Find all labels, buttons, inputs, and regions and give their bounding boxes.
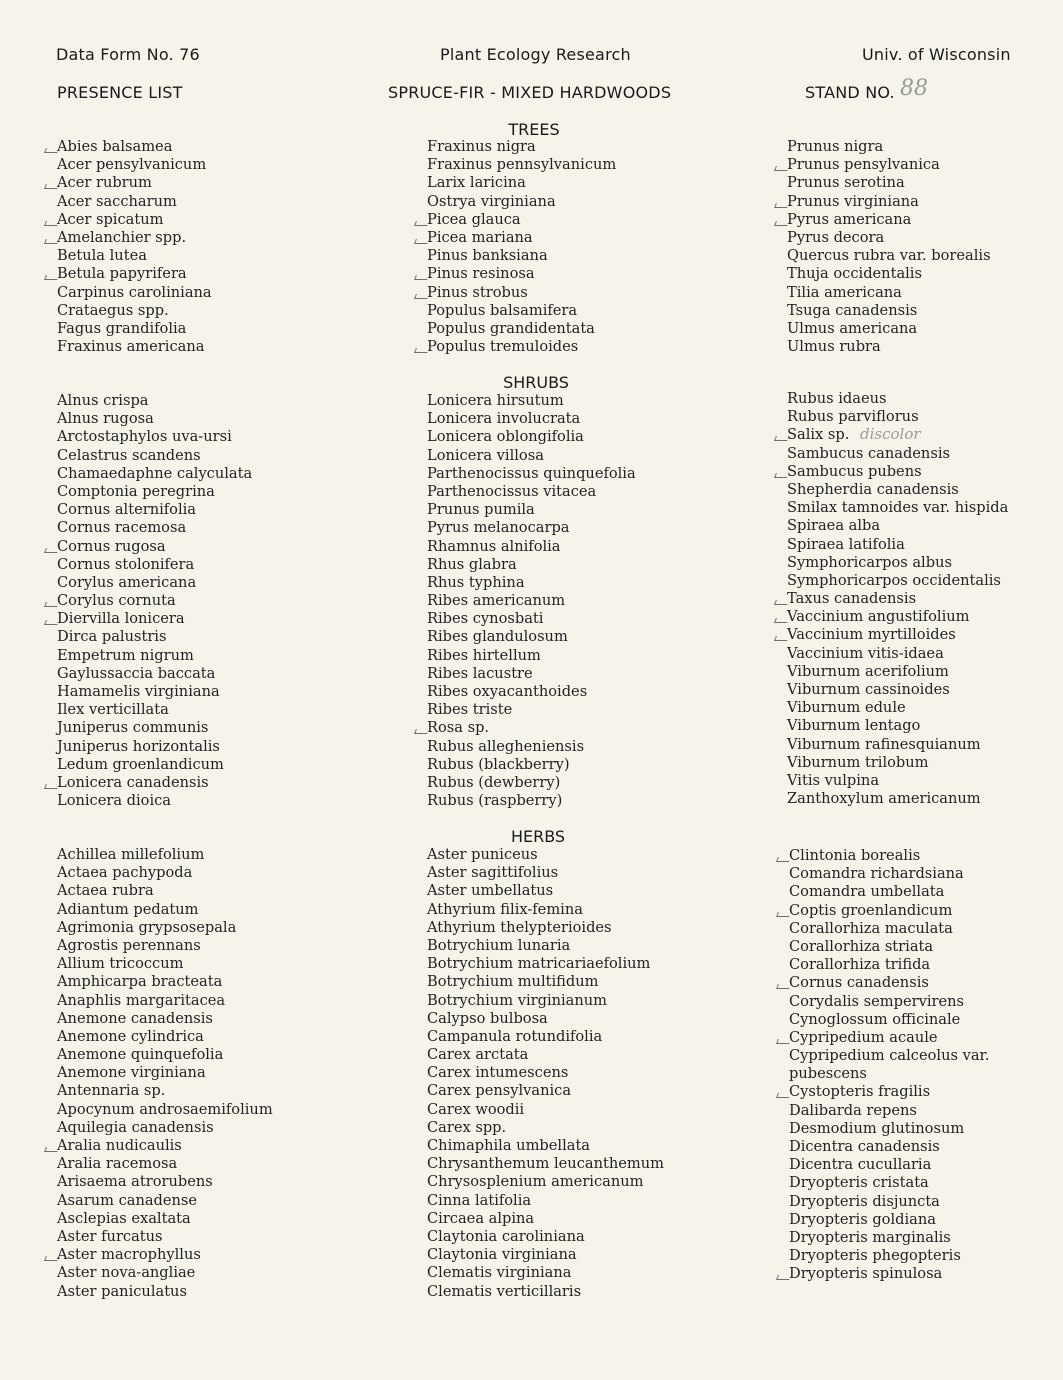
species-item: Populus grandidentata [427,319,595,337]
species-item: Corallorhiza maculata [789,919,953,937]
species-item: Picea mariana [427,229,616,247]
species-item: Rubus (raspberry) [427,792,563,810]
species-item: Sambucus canadensis [787,444,950,462]
species-item: Ribes americanum [427,592,566,610]
species-item: Rubus (dewberry) [427,773,561,791]
species-item: Juniperus horizontalis [57,737,220,755]
species-item: Carex intumescens [427,1064,569,1082]
species-item: Desmodium glutinosum [789,1119,965,1137]
species-item: Dirca palustris [57,628,167,646]
herbs-col1 [57,846,273,1301]
section-title-herbs: HERBS [510,827,566,846]
species-item: Lonicera involucrata [427,410,581,428]
species-item: Anemone canadensis [57,1009,213,1027]
species-item: Corylus americana [57,573,197,591]
species-item: Fraxinus americana [57,338,205,356]
species-item: Rubus parviflorus [787,408,919,426]
species-item: Fagus grandifolia [57,319,187,337]
species-item: Chrysanthemum leucanthemum [427,1155,664,1173]
species-item: Arisaema atrorubens [57,1173,213,1191]
species-item: Larix laricina [427,174,526,192]
species-item: Lonicera hirsutum [427,392,564,409]
species-item: Coptis groenlandicum [789,902,990,920]
species-item: Cystopteris fragilis [789,1083,990,1101]
species-item: Ilex verticillata [57,701,169,719]
species-item: Clematis virginiana [427,1264,572,1282]
species-item: Clematis verticillaris [427,1282,582,1300]
species-item: Cornus rugosa [57,538,252,556]
species-item: Thuja occidentalis [787,265,922,283]
species-item: Carex arctata [427,1046,529,1064]
species-item: Tilia americana [787,283,902,301]
species-item: Spiraea latifolia [787,535,905,553]
species-item: Abies balsamea [57,138,212,156]
species-item: Rhus typhina [427,573,525,591]
species-item: Rosa sp. [427,719,636,737]
species-item: Cypripedium calceolus var. [789,1047,990,1065]
species-item: Corallorhiza trifida [789,956,931,974]
species-item: Chrysosplenium americanum [427,1173,644,1191]
species-item: Dicentra cucullaria [789,1156,932,1174]
species-item: Rhus glabra [427,555,517,573]
shrubs-col1 [57,392,252,810]
species-item: Anemone virginiana [57,1064,206,1082]
species-item: Aralia racemosa [57,1155,178,1173]
species-item: Athyrium filix-femina [427,900,583,918]
species-item: Comptonia peregrina [57,482,215,500]
species-item: Aster sagittifolius [427,864,559,882]
species-item: Corylus cornuta [57,592,252,610]
species-item: Actaea pachypoda [57,864,193,882]
species-item: Anaphlis margaritacea [57,991,226,1009]
section-title-trees: TREES [508,120,560,139]
species-item: Celastrus scandens [57,446,201,464]
species-item: Clintonia borealis [789,847,990,865]
species-item: Pyrus decora [787,228,885,246]
stand-label: STAND NO. [805,83,895,102]
species-item: Cornus stolonifera [57,555,195,573]
species-item: Dryopteris spinulosa [789,1265,990,1283]
species-item: Prunus pumila [427,501,535,519]
species-item: Aster puniceus [427,846,538,863]
species-item: Vaccinium myrtilloides [787,626,1008,644]
species-item: Circaea alpina [427,1209,535,1227]
species-item: Ledum groenlandicum [57,755,224,773]
species-item: Betula lutea [57,247,147,265]
species-item: Alnus rugosa [57,410,154,428]
species-item: Pyrus melanocarpa [427,519,570,537]
species-item: Botrychium matricariaefolium [427,955,651,973]
species-item: Symphoricarpos albus [787,553,952,571]
species-item: Viburnum cassinoides [787,681,950,698]
species-item: Anemone cylindrica [57,1027,204,1045]
species-item: Apocynum androsaemifolium [57,1100,273,1118]
species-item: Smilax tamnoides var. hispida [787,499,1009,517]
species-item: Spiraea alba [787,517,881,535]
organization: Plant Ecology Research [440,45,631,64]
species-item: Aster macrophyllus [57,1246,273,1264]
species-item: Sambucus pubens [787,463,1008,481]
herbs-col2 [427,846,664,1301]
species-item: Ostrya virginiana [427,192,556,210]
species-item: Allium tricoccum [57,955,184,973]
species-item: Cornus alternifolia [57,501,196,519]
species-item: Corydalis sempervirens [789,992,965,1010]
species-item: Populus tremuloides [427,338,616,356]
species-item: Picea glauca [427,211,616,229]
species-item: Pinus resinosa [427,265,616,283]
species-item: Arctostaphylos uva-ursi [57,428,232,446]
species-item: Asarum canadense [57,1191,198,1209]
species-item: Ribes cynosbati [427,610,544,628]
species-item: Achillea millefolium [57,846,205,863]
species-item: Aquilegia canadensis [57,1118,214,1136]
species-item: Agrimonia grypsosepala [57,918,237,936]
species-item: Claytonia caroliniana [427,1227,585,1245]
species-item: Viburnum acerifolium [787,662,949,680]
species-item: Botrychium virginianum [427,991,608,1009]
species-item: Cornus canadensis [789,974,990,992]
species-item: Prunus nigra [787,138,884,155]
species-item: Acer pensylvanicum [57,156,207,174]
species-item: Chamaedaphne calyculata [57,464,253,482]
species-item: Antennaria sp. [57,1082,166,1100]
species-item: Botrychium multifidum [427,973,599,991]
species-item: Rubus idaeus [787,390,887,407]
species-item: Athyrium thelypterioides [427,918,612,936]
species-item: Cynoglossum officinale [789,1010,961,1028]
species-item: Carex spp. [427,1118,507,1136]
trees-col3 [787,138,991,356]
species-item: Parthenocissus vitacea [427,482,597,500]
species-item: Agrostis perennans [57,936,201,954]
species-item: Dryopteris cristata [789,1174,929,1192]
species-item: Dryopteris goldiana [789,1210,936,1228]
species-item: Dicentra canadensis [789,1138,940,1155]
species-item: Pinus banksiana [427,247,548,265]
species-item: Aster paniculatus [57,1282,187,1300]
species-item: Ribes hirtellum [427,646,541,664]
species-item: Parthenocissus quinquefolia [427,464,636,482]
species-item: Anemone quinquefolia [57,1046,224,1064]
species-item: Zanthoxylum americanum [787,790,981,808]
species-item: Crataegus spp. [57,301,169,319]
species-item: Betula papyrifera [57,265,212,283]
species-item: Juniperus communis [57,719,209,737]
species-item: Salix sp. [787,426,1008,444]
species-item: Lonicera villosa [427,446,544,464]
species-item: Dalibarda repens [789,1101,917,1119]
species-item: pubescens [789,1065,867,1083]
trees-col2 [427,138,616,356]
species-item: Ribes oxyacanthoides [427,683,588,700]
species-item: Botrychium lunaria [427,936,571,954]
species-item: Prunus serotina [787,174,905,192]
species-item: Vaccinium angustifolium [787,608,1008,626]
species-item: Fraxinus pennsylvanicum [427,156,617,174]
species-item: Ribes lacustre [427,664,533,682]
species-item: Symphoricarpos occidentalis [787,571,1001,589]
species-item: Claytonia virginiana [427,1246,577,1264]
species-item: Rubus allegheniensis [427,737,585,755]
species-item: Diervilla lonicera [57,610,252,628]
species-item: Shepherdia canadensis [787,480,959,498]
shrubs-col3 [787,390,1008,808]
species-item: Empetrum nigrum [57,646,194,664]
species-item: Taxus canadensis [787,590,1008,608]
species-item: Acer spicatum [57,211,212,229]
species-item: Rhamnus alnifolia [427,537,561,555]
university: Univ. of Wisconsin [862,45,1011,64]
species-item: Hamamelis virginiana [57,683,220,700]
species-item: Tsuga canadensis [787,301,918,319]
species-item: Pinus strobus [427,284,616,302]
species-item: Aster nova-angliae [57,1264,196,1282]
list-title: PRESENCE LIST [57,83,183,102]
species-item: Asclepias exaltata [57,1209,191,1227]
species-item: Corallorhiza striata [789,937,934,955]
species-item: Amphicarpa bracteata [57,973,223,991]
species-item: Comandra richardsiana [789,865,964,883]
section-title-shrubs: SHRUBS [503,373,569,392]
species-item: Acer saccharum [57,192,177,210]
species-item: Viburnum rafinesquianum [787,735,981,753]
species-item: Fraxinus nigra [427,138,536,155]
species-item: Cypripedium acaule [789,1029,990,1047]
species-item: Vitis vulpina [787,771,880,789]
species-item: Prunus pensylvanica [787,156,991,174]
species-item: Calypso bulbosa [427,1009,548,1027]
species-item: Aster furcatus [57,1227,163,1245]
species-item: Alnus crispa [57,392,149,409]
species-item: Carex woodii [427,1100,525,1118]
trees-col1 [57,138,212,356]
community-title: SPRUCE-FIR - MIXED HARDWOODS [388,83,672,102]
species-item: Dryopteris disjuncta [789,1192,940,1210]
species-item: Dryopteris phegopteris [789,1247,961,1265]
species-item: Aralia nudicaulis [57,1137,273,1155]
species-item: Viburnum edule [787,699,906,717]
form-number: Data Form No. 76 [56,45,200,64]
species-item: Amelanchier spp. [57,229,212,247]
species-item: Carpinus caroliniana [57,283,212,301]
species-item: Lonicera oblongifolia [427,428,584,446]
species-item: Viburnum lentago [787,717,921,735]
species-item: Ribes triste [427,701,513,719]
species-item: Adiantum pedatum [57,900,199,918]
species-item: Populus balsamifera [427,301,578,319]
species-item: Gaylussaccia baccata [57,664,216,682]
species-item: Actaea rubra [57,882,154,900]
species-item: Carex pensylvanica [427,1082,572,1100]
species-item: Aster umbellatus [427,882,554,900]
species-item: Ribes glandulosum [427,628,568,646]
species-item: Campanula rotundifolia [427,1027,603,1045]
herbs-col3 [789,847,990,1284]
species-item: Lonicera dioica [57,792,172,810]
handwritten-note-discolor: discolor [860,425,921,443]
species-item: Cornus racemosa [57,519,187,537]
species-item: Rubus (blackberry) [427,755,570,773]
species-item: Ulmus rubra [787,338,881,356]
species-item: Viburnum trilobum [787,753,929,771]
species-item: Cinna latifolia [427,1191,532,1209]
species-item: Lonicera canadensis [57,774,252,792]
shrubs-col2 [427,392,636,810]
species-item: Quercus rubra var. borealis [787,247,991,265]
species-item: Vaccinium vitis-idaea [787,644,944,662]
species-item: Comandra umbellata [789,883,945,901]
species-item: Acer rubrum [57,174,212,192]
species-item: Dryopteris marginalis [789,1228,951,1246]
species-item: Ulmus americana [787,319,918,337]
species-item: Prunus virginiana [787,193,991,211]
species-item: Chimaphila umbellata [427,1137,591,1154]
stand-number-handwritten: 88 [900,76,928,101]
species-item: Pyrus americana [787,211,991,229]
